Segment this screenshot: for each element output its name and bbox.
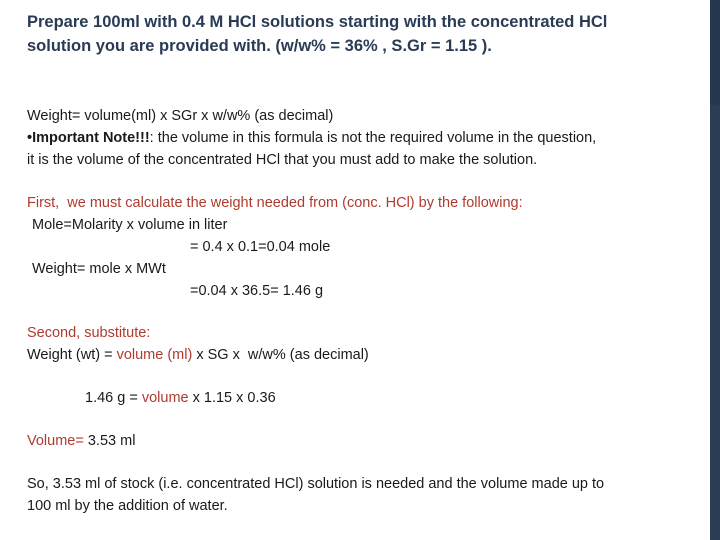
volume-result — [27, 430, 135, 452]
weight-calc-expression: =0.04 x 36.5= — [190, 283, 283, 299]
substitution-calc — [85, 387, 276, 409]
conclusion-line-1: So, 3.53 ml of stock (i.e. concentrated HCl) solution is needed and the volume made up to — [27, 476, 605, 492]
calc-weight: 1.46 g = — [85, 390, 142, 406]
first-step-heading: First, we must calculate the weight needed from (conc. HCl) by the following: — [27, 195, 523, 211]
weight-formula: Weight= volume(ml) x SGr x w/w% (as decimal) — [27, 108, 334, 124]
side-accent-bar — [710, 0, 720, 540]
conclusion-line-2: 100 ml by the addition of water. — [27, 498, 228, 514]
important-note — [27, 127, 596, 149]
weight-calc-result: 1.46 g — [282, 283, 324, 299]
calc-rest: x 1.15 x 0.36 — [188, 390, 276, 406]
calc-volume: volume — [141, 390, 189, 406]
slide-title — [27, 10, 697, 58]
mole-calculation: = 0.4 x 0.1=0.04 mole — [190, 239, 331, 255]
weight-formula-2 — [32, 258, 166, 280]
formula-rest: x SG x w/w% (as decimal) — [192, 347, 369, 363]
note-line-2: it is the volume of the concentrated HCl that you must add to make the solution. — [27, 152, 538, 168]
weight-calculation — [190, 280, 323, 302]
weight-expression: = mole x MWt — [76, 261, 166, 277]
title-line-2: solution you are provided with. (w/w% = 36% , S.Gr = 1.15 ). — [27, 37, 492, 55]
formula-weight: Weight (wt) = — [27, 347, 117, 363]
title-line-1: Prepare 100ml with 0.4 M HCl solutions starting with the concentrated HCl — [27, 13, 608, 31]
second-step-heading: Second, substitute: — [27, 325, 151, 341]
result-value: 3.53 ml — [83, 433, 136, 449]
note-text: : the volume in this formula is not the required volume in the question, — [149, 130, 597, 146]
formula-volume: volume (ml) — [116, 347, 193, 363]
result-label: Volume= — [27, 433, 84, 449]
mole-formula: Mole=Molarity x volume in liter — [32, 217, 228, 233]
weight-label: Weight — [32, 261, 77, 277]
note-label: •Important Note!!! — [27, 130, 150, 146]
substitution-formula — [27, 344, 369, 366]
